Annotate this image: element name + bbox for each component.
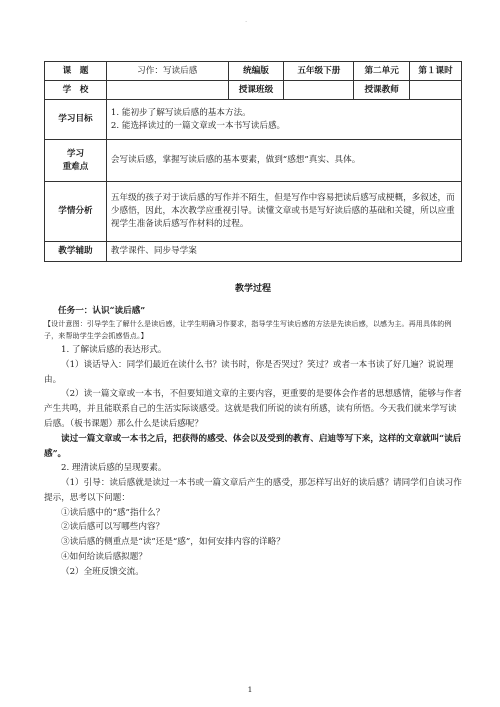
paragraph: 1. 了解读后感的表达形式。 xyxy=(61,345,167,356)
aids-label: 教学辅助 xyxy=(45,242,107,262)
goal-item: 2. 能选择读过的一篇文章或一本书写读后感。 xyxy=(110,120,286,131)
question-item: ③读后感的侧重点是“读”还是“感”，如何安排内容的详略？ xyxy=(61,537,285,548)
aids-text: 教学课件、同步导学案 xyxy=(106,242,461,262)
goal-item: 1. 能初步了解写读后感的基本方法。 xyxy=(110,107,251,118)
unit-cell: 第二单元 xyxy=(354,62,410,81)
teacher-value xyxy=(410,81,462,100)
lesson-cell: 第１课时 xyxy=(410,62,462,81)
paragraph: （1）引导：读后感就是读过一本书或一篇文章后产生的感受，那怎样写出好的读后感？请同学们自读习作提示，思考以下问题： xyxy=(44,478,462,503)
key-label-line1: 学习 xyxy=(66,148,85,159)
key-points-label xyxy=(45,140,107,182)
analysis-label: 学情分析 xyxy=(45,182,107,242)
goals-cell xyxy=(106,100,461,140)
school-value xyxy=(106,81,228,100)
edition-cell: 统编版 xyxy=(228,62,284,81)
teacher-label: 授课教师 xyxy=(354,81,410,100)
table-row xyxy=(45,182,462,242)
course-label: 课 题 xyxy=(45,62,107,81)
task-heading: 任务一：认识“读后感” xyxy=(58,306,146,317)
question-item: ①读后感中的“感”指什么？ xyxy=(61,507,165,518)
grade-cell: 五年级下册 xyxy=(284,62,354,81)
paragraph: （1）谈话导入：同学们最近在读什么书？读书时，你是否哭过？笑过？或者一本书读了好几遍？说说理由。 xyxy=(44,359,454,385)
course-value: 习作：写读后感 xyxy=(106,62,228,81)
paragraph: 2. 理清读后感的呈现要素。 xyxy=(61,463,167,474)
table-row xyxy=(45,81,462,100)
paragraph: （2）全班反馈交流。 xyxy=(61,566,144,577)
key-points-text: 会写读后感，掌握写读后感的基本要素，做到“感想”真实、具体。 xyxy=(106,140,461,182)
analysis-text: 五年级的孩子对于读后感的写作并不陌生，但是写作中容易把读后感写成梗概，多叙述，而少感悟，因此，本次教学应重视引导。读懂文章或书是写好读后感的基础和关键，所以应重视学生准备读后感写作材料的过程。 xyxy=(106,182,461,242)
school-label: 学 校 xyxy=(45,81,107,100)
table-row xyxy=(45,140,462,182)
class-value xyxy=(284,81,354,100)
top-mark: · xyxy=(245,18,248,26)
key-label-line2: 重难点 xyxy=(62,161,89,172)
design-note: 【设计意图：引导学生了解什么是读后感，让学生明确习作要求，指导学生写读后感的方法是先读后感，以感为主。再用具体的例子，来帮助学生学会抓感悟点。】 xyxy=(44,320,452,341)
lesson-plan-table xyxy=(44,61,462,262)
class-label: 授课班级 xyxy=(228,81,284,100)
question-item: ②读后感可以写哪些内容？ xyxy=(61,522,165,533)
goals-label: 学习目标 xyxy=(45,100,107,140)
section-title: 教学过程 xyxy=(234,284,271,294)
definition-quote: 读过一篇文章或一本书之后，把获得的感受、体会以及受到的教育、启迪等写下来，这样的文章就叫“读后感”。 xyxy=(44,433,462,459)
table-row xyxy=(45,100,462,140)
question-item: ④如何给读后感拟题？ xyxy=(61,551,147,562)
table-row xyxy=(45,62,462,81)
paragraph: （2）读一篇文章或一本书，不但要知道文章的主要内容，更重要的是要体会作者的思想感情，能够与作者产生共鸣，并且能联系自己的生活实际谈感受。这就是我们所说的读有所感，读有所悟。今天我们就来学写读后感。（板书课题）那么什么是读后感呢？ xyxy=(44,389,462,429)
page-number: 1 xyxy=(247,685,253,694)
table-row xyxy=(45,242,462,262)
teaching-process xyxy=(44,282,462,580)
